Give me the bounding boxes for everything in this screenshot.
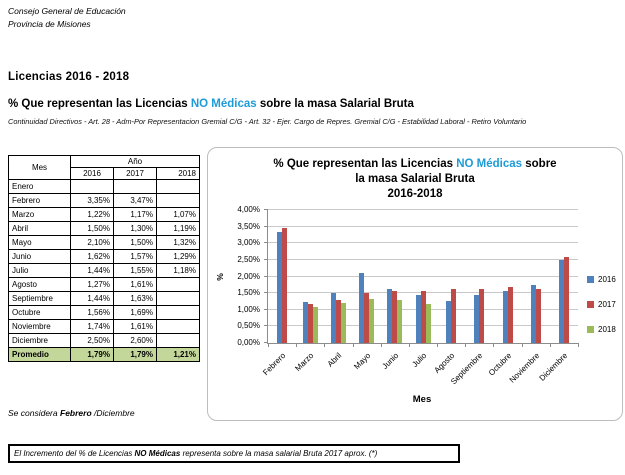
document-title: Licencias 2016 - 2018 (8, 71, 130, 83)
table-row (9, 306, 200, 320)
x-axis-title: Mes (412, 394, 432, 405)
x-axis-label: Noviembre (507, 351, 542, 385)
table-row (9, 222, 200, 236)
considera-bold: Febrero (60, 408, 92, 418)
table-header-row (9, 156, 200, 168)
x-axis-tick (296, 343, 297, 347)
section-heading (8, 98, 414, 110)
y-axis-title: % (214, 273, 225, 281)
x-axis-tick (550, 343, 551, 347)
value-cell: 1,57% (114, 250, 157, 264)
table-row (9, 194, 200, 208)
chart-title-highlight: NO Médicas (456, 158, 523, 170)
col-header-anio: Año (71, 156, 200, 168)
x-axis-tick (465, 343, 466, 347)
plot-area (267, 210, 578, 344)
bars-layer (268, 210, 578, 343)
bar (508, 287, 513, 343)
value-cell (71, 180, 114, 194)
bar-group (381, 289, 409, 343)
value-cell: 1,56% (71, 306, 114, 320)
value-cell (157, 320, 200, 334)
table-row (9, 264, 200, 278)
x-axis-label: Febrero (261, 351, 288, 378)
value-cell (157, 278, 200, 292)
month-cell: Julio (9, 264, 71, 278)
value-cell (114, 180, 157, 194)
chart-title-line2: la masa Salarial Bruta (355, 173, 475, 185)
month-cell: Septiembre (9, 292, 71, 306)
value-cell: 1,55% (114, 264, 157, 278)
value-cell: 1,21% (157, 348, 200, 362)
value-cell: 1,17% (114, 208, 157, 222)
value-cell: 2,10% (71, 236, 114, 250)
table-row (9, 208, 200, 222)
table-row (9, 278, 200, 292)
col-header-2016: 2016 (71, 168, 114, 180)
bar (369, 299, 374, 343)
bar-group (465, 289, 493, 343)
bar (536, 289, 541, 343)
footnote-considera (8, 408, 135, 418)
value-cell: 3,47% (114, 194, 157, 208)
chart-title-prefix: % Que representan las Licencias (273, 158, 454, 170)
heading-suffix: sobre la masa Salarial Bruta (259, 98, 414, 110)
x-axis-tick (268, 343, 269, 347)
col-header-mes: Mes (9, 156, 71, 180)
bar-group (353, 273, 381, 343)
table-body (9, 180, 200, 362)
month-cell: Marzo (9, 208, 71, 222)
table-row (9, 334, 200, 348)
org-name: Consejo General de Educación (8, 6, 126, 16)
value-cell: 1,69% (114, 306, 157, 320)
legend-label: 2016 (598, 275, 616, 284)
x-axis-label: Diciembre (537, 351, 570, 383)
x-axis-label: Mayo (351, 351, 372, 372)
col-header-2018: 2018 (157, 168, 200, 180)
org-header (8, 5, 126, 31)
month-cell: Febrero (9, 194, 71, 208)
legend-label: 2017 (598, 300, 616, 309)
value-cell (157, 306, 200, 320)
y-axis-label: 2,50% (237, 254, 260, 264)
value-cell: 1,50% (71, 222, 114, 236)
x-axis-tick (324, 343, 325, 347)
value-cell: 1,44% (71, 292, 114, 306)
value-cell: 1,79% (114, 348, 157, 362)
x-axis-label: Junio (380, 351, 401, 371)
bar-group (522, 285, 550, 343)
considera-prefix: Se considera (8, 408, 58, 418)
y-axis-label: 4,00% (237, 205, 260, 214)
value-cell: 1,19% (157, 222, 200, 236)
col-header-2017: 2017 (114, 168, 157, 180)
x-axis-label: Octubre (486, 351, 513, 378)
value-cell: 1,07% (157, 208, 200, 222)
x-axis-label: Septiembre (449, 351, 485, 387)
bottom-note (8, 444, 460, 463)
table-row (9, 292, 200, 306)
legend-item (587, 275, 616, 284)
y-axis-label: 2,00% (237, 271, 260, 281)
bar-group (409, 291, 437, 343)
bar (341, 303, 346, 343)
bar-group (494, 287, 522, 343)
month-cell: Agosto (9, 278, 71, 292)
bar-group (268, 228, 296, 343)
x-axis-label: Abril (326, 351, 344, 369)
value-cell: 2,60% (114, 334, 157, 348)
table-row (9, 250, 200, 264)
table-row (9, 180, 200, 194)
y-axis-label: 1,50% (237, 288, 260, 298)
value-cell: 2,50% (71, 334, 114, 348)
note-prefix: El Incremento del % de Licencias (14, 449, 133, 458)
bar (282, 228, 287, 343)
note-bold: NO Médicas (134, 449, 181, 458)
bar-group (550, 257, 578, 343)
y-axis-label: 3,50% (237, 221, 260, 231)
value-cell: 3,35% (71, 194, 114, 208)
bar (451, 289, 456, 343)
bar-group (296, 302, 324, 343)
bar (426, 304, 431, 343)
value-cell: 1,30% (114, 222, 157, 236)
legend-marker (587, 326, 594, 333)
value-cell: 1,63% (114, 292, 157, 306)
y-axis-label: 0,00% (237, 338, 260, 347)
x-axis-tick (409, 343, 410, 347)
x-axis-tick (493, 343, 494, 347)
month-cell: Junio (9, 250, 71, 264)
legend-marker (587, 301, 594, 308)
chart-legend (587, 275, 616, 350)
value-cell (157, 292, 200, 306)
note-suffix: representa sobre la masa salarial Bruta 2017 aprox. (*) (182, 449, 378, 458)
heading-prefix: % Que representan las Licencias (8, 98, 188, 110)
value-cell: 1,50% (114, 236, 157, 250)
value-cell: 1,18% (157, 264, 200, 278)
chart-title (208, 157, 622, 202)
value-cell: 1,79% (71, 348, 114, 362)
month-cell: Enero (9, 180, 71, 194)
considera-suffix: /Diciembre (94, 408, 135, 418)
value-cell (157, 334, 200, 348)
value-cell: 1,32% (157, 236, 200, 250)
table-row-promedio (9, 348, 200, 362)
month-cell: Noviembre (9, 320, 71, 334)
value-cell: 1,61% (114, 278, 157, 292)
x-axis-label: Julio (410, 351, 429, 369)
x-axis-tick (578, 343, 579, 347)
table-row (9, 320, 200, 334)
y-axis-label: 3,00% (237, 238, 260, 248)
value-cell: 1,44% (71, 264, 114, 278)
x-axis-tick (353, 343, 354, 347)
legend-item (587, 300, 616, 309)
value-cell (157, 194, 200, 208)
chart-title-suffix: sobre (525, 158, 557, 170)
month-cell: Abril (9, 222, 71, 236)
value-cell: 1,29% (157, 250, 200, 264)
value-cell (157, 180, 200, 194)
value-cell: 1,74% (71, 320, 114, 334)
x-axis-tick (381, 343, 382, 347)
bar-group (437, 289, 465, 343)
bar (564, 257, 569, 343)
heading-highlight: NO Médicas (190, 98, 257, 110)
legend-marker (587, 276, 594, 283)
x-axis-tick (522, 343, 523, 347)
value-cell: 1,61% (114, 320, 157, 334)
value-cell: 1,27% (71, 278, 114, 292)
value-cell: 1,62% (71, 250, 114, 264)
chart-title-line3: 2016-2018 (387, 188, 443, 200)
month-cell: Mayo (9, 236, 71, 250)
chart-panel (207, 147, 623, 421)
value-cell: 1,22% (71, 208, 114, 222)
x-axis-label: Marzo (293, 351, 316, 374)
y-axis-label: 0,50% (237, 321, 260, 331)
month-cell: Octubre (9, 306, 71, 320)
bar (479, 289, 484, 343)
legend-item (587, 325, 616, 334)
table-row (9, 236, 200, 250)
x-axis-tick (437, 343, 438, 347)
y-axis-label: 1,00% (237, 304, 260, 314)
month-cell: Diciembre (9, 334, 71, 348)
licencias-table (8, 155, 200, 362)
bar-group (324, 293, 352, 343)
org-province: Provincia de Misiones (8, 19, 91, 29)
bar (313, 307, 318, 343)
legal-references-line: Continuidad Directivos - Art. 28 - Adm-Por Representacion Gremial C/G - Art. 32 - Ejer. Cargo de Repres. Gremial C/G - Estabilidad Laboral - Retiro Voluntario (8, 117, 527, 126)
bar (397, 300, 402, 343)
legend-label: 2018 (598, 325, 616, 334)
month-cell: Promedio (9, 348, 71, 362)
x-axis-label: Agosto (432, 351, 457, 375)
